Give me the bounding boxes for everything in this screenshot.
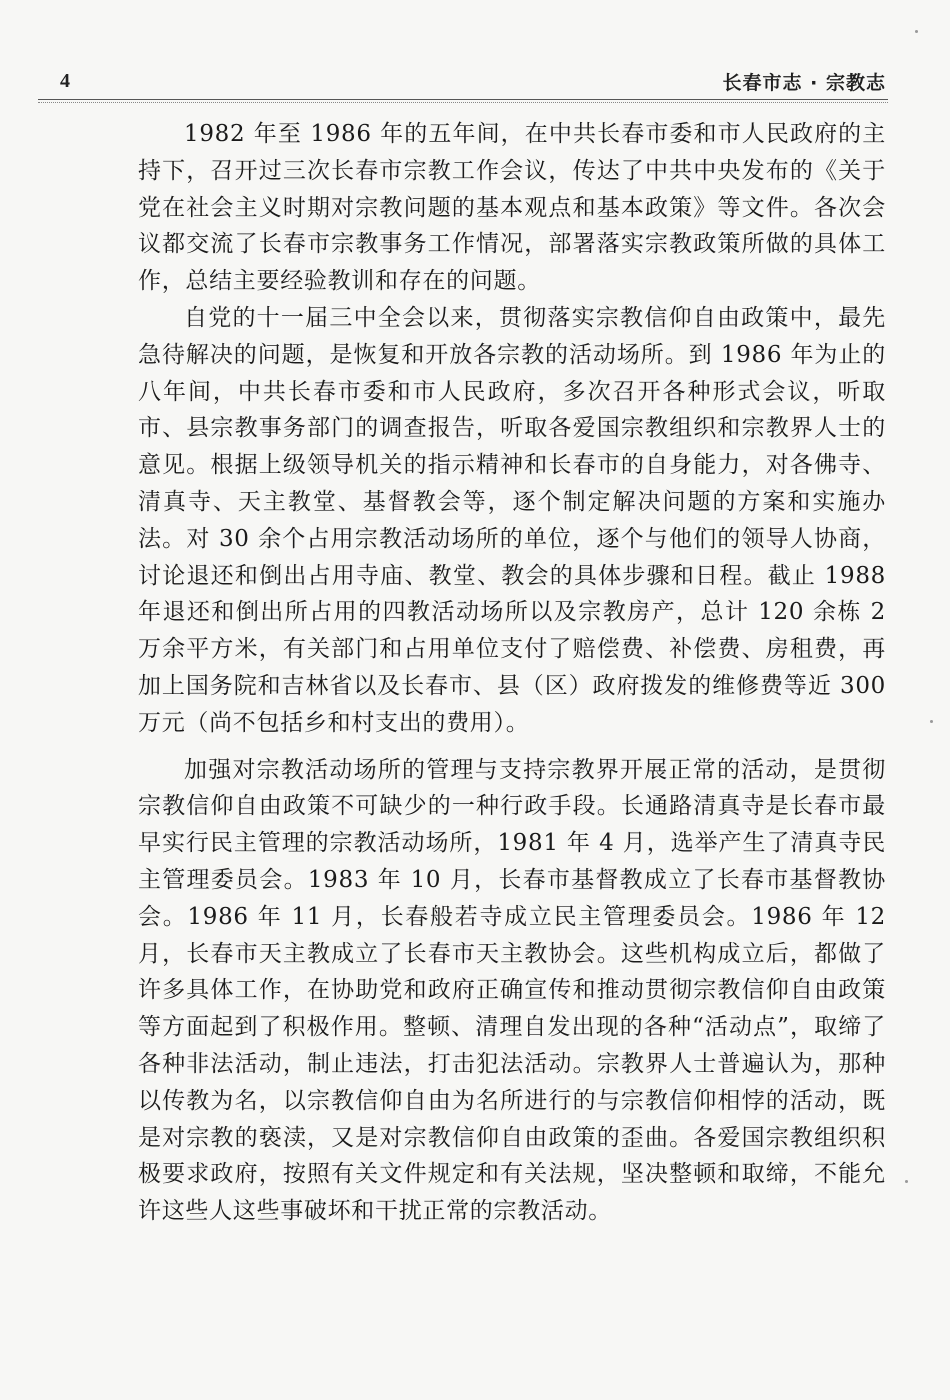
- scan-speck: [905, 1180, 908, 1183]
- page-number: 4: [60, 70, 70, 92]
- running-head: 长春市志 · 宗教志: [722, 72, 886, 94]
- paragraph-2: 自党的十一届三中全会以来，贯彻落实宗教信仰自由政策中，最先急待解决的问题，是恢复和开放各宗教的活动场所。到 1986 年为止的八年间，中共长春市委和市人民政府，多次召开各种形式会议，听取市、县宗教事务部门的调查报告，听取各爱国宗教组织和宗教界人士的意见。根据上级领导机关的指示精神和长春市的自身能力，对各佛寺、清真寺、天主教堂、基督教会等，逐个制定解决问题的方案和实施办法。对 30 余个占用宗教活动场所的单位，逐个与他们的领导人协商，讨论退还和倒出占用寺庙、教堂、教会的具体步骤和日程。截止 1988 年退还和倒出所占用的四教活动场所以及宗教房产，总计 120 余栋 2 万余平方米，有关部门和占用单位支付了赔偿费、补偿费、房租费，再加上国务院和吉林省以及长春市、县（区）政府拨发的维修费等近 300 万元（尚不包括乡和村支出的费用）。: [138, 304, 886, 736]
- header-rule-dotted: [38, 102, 888, 103]
- scan-speck: [915, 30, 918, 33]
- page-header: [38, 62, 888, 102]
- scan-speck: [930, 720, 933, 723]
- body-text: [138, 116, 886, 1230]
- paragraph-1: 1982 年至 1986 年的五年间，在中共长春市委和市人民政府的主持下，召开过三次长春市宗教工作会议，传达了中共中央发布的《关于党在社会主义时期对宗教问题的基本观点和基本政策》等文件。各次会议都交流了长春市宗教事务工作情况，部署落实宗教政策所做的具体工作，总结主要经验教训和存在的问题。: [138, 121, 886, 295]
- header-rule: [38, 99, 888, 100]
- paragraph-3: 加强对宗教活动场所的管理与支持宗教界开展正常的活动，是贯彻宗教信仰自由政策不可缺少的一种行政手段。长通路清真寺是长春市最早实行民主管理的宗教活动场所，1981 年 4 月，选举产生了清真寺民主管理委员会。1983 年 10 月，长春市基督教成立了长春市基督教协会。1986 年 11 月，长春般若寺成立民主管理委员会。1986 年 12 月，长春市天主教成立了长春市天主教协会。这些机构成立后，都做了许多具体工作，在协助党和政府正确宣传和推动贯彻宗教信仰自由政策等方面起到了积极作用。整顿、清理自发出现的各种“活动点”，取缔了各种非法活动，制止违法，打击犯法活动。宗教界人士普遍认为，那种以传教为名，以宗教信仰自由为名所进行的与宗教信仰相悖的活动，既是对宗教的亵渎，又是对宗教信仰自由政策的歪曲。各爱国宗教组织积极要求政府，按照有关文件规定和有关法规，坚决整顿和取缔，不能允许这些人这些事破坏和干扰正常的宗教活动。: [138, 756, 886, 1225]
